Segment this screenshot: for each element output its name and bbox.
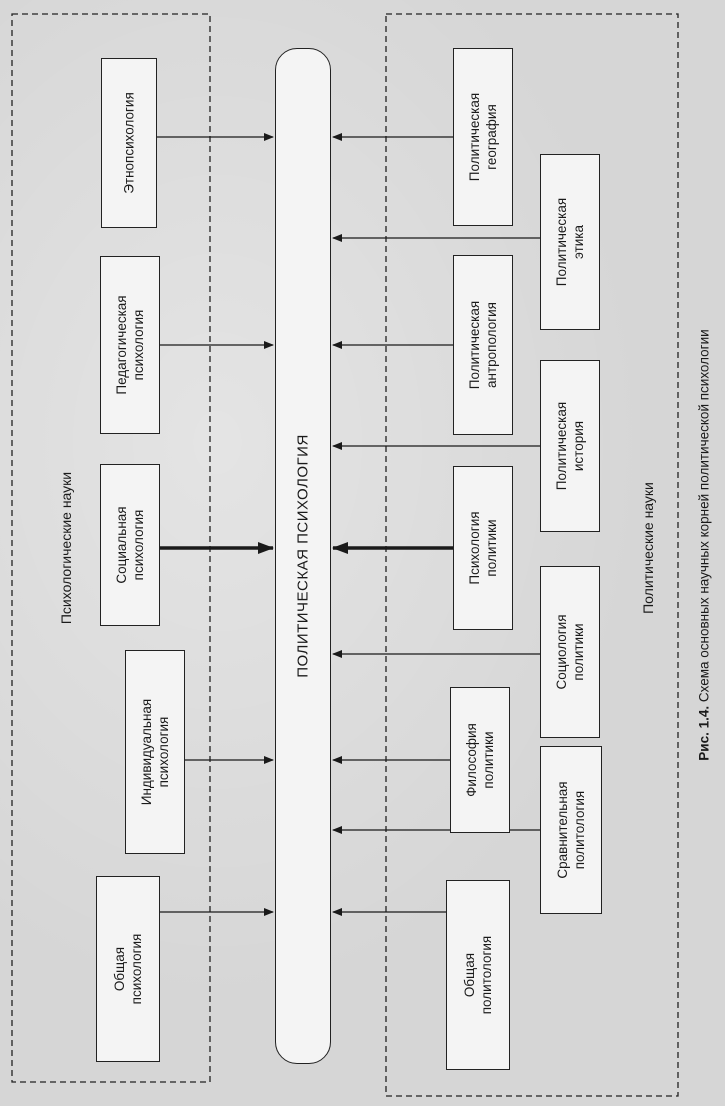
box-individual-psychology bbox=[125, 650, 185, 854]
box-line: Социальная bbox=[114, 506, 129, 584]
caption-label: Рис. 1.4. bbox=[696, 705, 712, 761]
box-political-anthropology bbox=[453, 255, 513, 435]
box-line: история bbox=[571, 420, 586, 472]
box-line: Политическая bbox=[467, 92, 482, 182]
box-political-history bbox=[540, 360, 600, 532]
box-line: Психология bbox=[467, 511, 482, 585]
box-line: антропология bbox=[484, 302, 499, 388]
politics-group-label: Политические науки bbox=[640, 482, 656, 614]
box-political-geography bbox=[453, 48, 513, 226]
center-label: ПОЛИТИЧЕСКАЯ ПСИХОЛОГИЯ bbox=[294, 434, 312, 678]
box-line: психология bbox=[131, 509, 146, 581]
caption-text: Схема основных научных корней политической психологии bbox=[696, 329, 712, 706]
box-line: Социология bbox=[554, 614, 569, 690]
box-line: Политическая bbox=[467, 300, 482, 390]
box-line: психология bbox=[129, 933, 144, 1005]
box-line: Этнопсихология bbox=[121, 92, 137, 194]
box-line: Философия bbox=[464, 723, 479, 797]
box-line: Политическая bbox=[554, 197, 569, 287]
psychology-group-label: Психологические науки bbox=[58, 471, 74, 625]
political-psychology-box bbox=[275, 48, 331, 1064]
box-line: психология bbox=[156, 716, 171, 788]
box-line: политики bbox=[571, 623, 586, 681]
box-line: Педагогическая bbox=[114, 295, 129, 395]
box-pedagogical-psychology bbox=[100, 256, 160, 434]
box-comparative-politology bbox=[540, 746, 602, 914]
box-line: география bbox=[484, 104, 499, 170]
box-sociology-of-politics bbox=[540, 566, 600, 738]
box-general-psychology bbox=[96, 876, 160, 1062]
box-line: Общая bbox=[112, 946, 127, 992]
box-psychology-of-politics bbox=[453, 466, 513, 630]
box-line: политики bbox=[481, 731, 496, 789]
box-line: Сравнительная bbox=[555, 781, 570, 879]
figure-caption bbox=[697, 329, 712, 760]
box-philosophy-of-politics bbox=[450, 687, 510, 833]
box-line: политология bbox=[479, 935, 494, 1015]
box-general-politology bbox=[446, 880, 510, 1070]
box-line: Общая bbox=[462, 952, 477, 998]
box-line: Политическая bbox=[554, 401, 569, 491]
box-political-ethics bbox=[540, 154, 600, 330]
box-ethnopsychology bbox=[101, 58, 157, 228]
box-line: политология bbox=[572, 790, 587, 870]
box-line: политики bbox=[484, 519, 499, 577]
box-line: Индивидуальная bbox=[139, 698, 154, 806]
box-social-psychology bbox=[100, 464, 160, 626]
box-line: психология bbox=[131, 309, 146, 381]
politics-group-frame bbox=[386, 14, 678, 1096]
box-line: этика bbox=[571, 224, 586, 260]
